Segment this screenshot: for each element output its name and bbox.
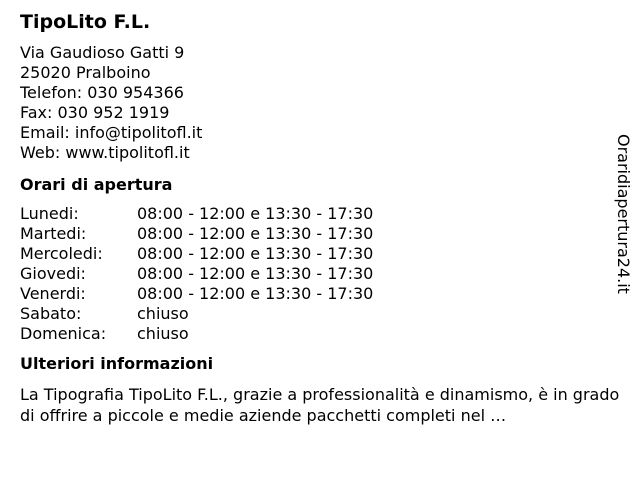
- hours-row-wednesday: [20, 244, 620, 264]
- hours-row-thursday: [20, 264, 620, 284]
- hours-row-saturday: [20, 304, 620, 324]
- day-label: Venerdi:: [20, 284, 86, 303]
- web-line: Web: www.tipolitofl.it: [20, 143, 190, 162]
- day-label: Sabato:: [20, 304, 82, 323]
- email-line: Email: info@tipolitofl.it: [20, 123, 203, 142]
- hours-row-tuesday: [20, 224, 620, 244]
- fax-line: Fax: 030 952 1919: [20, 103, 170, 122]
- phone-line: Telefon: 030 954366: [20, 83, 184, 102]
- hours-row-monday: [20, 204, 620, 224]
- street-line: Via Gaudioso Gatti 9: [20, 43, 185, 62]
- address-block: [20, 43, 620, 163]
- time-value: 08:00 - 12:00 e 13:30 - 17:30: [137, 224, 374, 243]
- hours-row-sunday: [20, 324, 620, 344]
- time-value: chiuso: [137, 324, 189, 343]
- hours-table: [20, 204, 620, 344]
- city-line: 25020 Pralboino: [20, 63, 151, 82]
- day-label: Martedi:: [20, 224, 87, 243]
- info-description: La Tipografia TipoLito F.L., grazie a professionalità e dinamismo, è in grado di offrire a piccole e medie aziende pacchetti completi nel …: [20, 385, 620, 425]
- time-value: 08:00 - 12:00 e 13:30 - 17:30: [137, 264, 374, 283]
- brand-watermark: Oraridiapertura24.it: [614, 134, 633, 294]
- business-name: TipoLito F.L.: [20, 11, 151, 33]
- hours-title: Orari di apertura: [20, 175, 173, 194]
- time-value: 08:00 - 12:00 e 13:30 - 17:30: [137, 204, 374, 223]
- day-label: Mercoledi:: [20, 244, 103, 263]
- time-value: chiuso: [137, 304, 189, 323]
- hours-row-friday: [20, 284, 620, 304]
- info-title: Ulteriori informazioni: [20, 354, 214, 373]
- day-label: Giovedi:: [20, 264, 86, 283]
- day-label: Domenica:: [20, 324, 107, 343]
- time-value: 08:00 - 12:00 e 13:30 - 17:30: [137, 284, 374, 303]
- day-label: Lunedi:: [20, 204, 79, 223]
- time-value: 08:00 - 12:00 e 13:30 - 17:30: [137, 244, 374, 263]
- business-card: [20, 10, 620, 426]
